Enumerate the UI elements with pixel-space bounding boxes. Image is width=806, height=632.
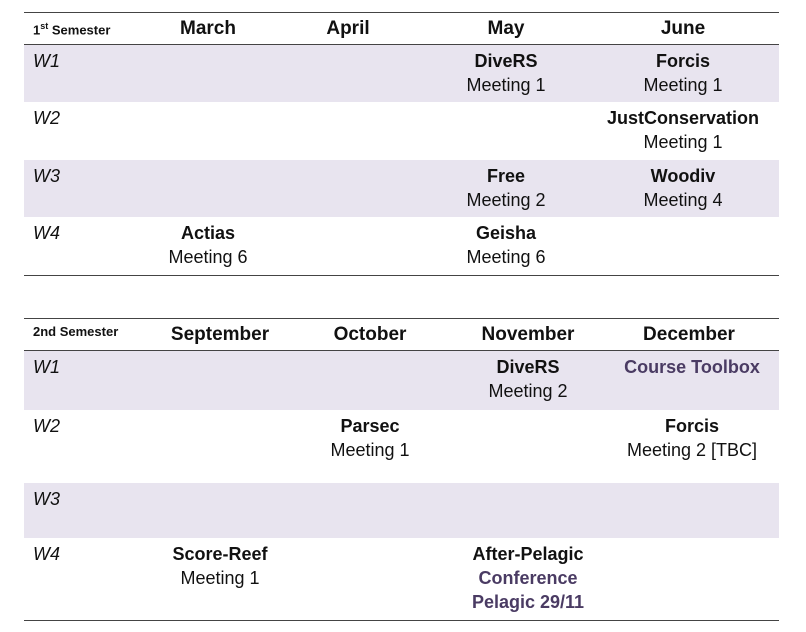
- week-label: W4: [33, 223, 60, 243]
- semester-1-header: [24, 12, 779, 45]
- month-header-november: November: [481, 324, 575, 345]
- s1-w4-may-cell: [418, 217, 594, 269]
- event-title: Actias: [180, 223, 236, 243]
- week-label: W3: [33, 489, 60, 509]
- week-label: W1: [33, 51, 60, 71]
- semester-2-table: [24, 318, 779, 621]
- event-title: Course Toolbox: [624, 357, 760, 377]
- event-title: Forcis: [664, 416, 720, 436]
- event-title: Parsec: [340, 416, 400, 436]
- s1-w3-june-cell: [594, 160, 772, 212]
- event-subtitle: Meeting 1: [643, 75, 723, 95]
- event-title: JustConservation: [606, 108, 760, 128]
- s2-w4-september-cell: [148, 538, 292, 590]
- event-subtitle: Conference: [478, 568, 578, 588]
- s1-w3-may-cell: [418, 160, 594, 212]
- month-header-march: March: [180, 18, 236, 39]
- event-title: Woodiv: [650, 166, 716, 186]
- s2-week-4-row: [24, 538, 779, 621]
- month-header-october: October: [333, 324, 407, 345]
- s1-week-1-row: [24, 45, 779, 102]
- month-header-june: June: [660, 18, 706, 39]
- s1-week-2-row: [24, 102, 779, 160]
- event-subtitle: Meeting 1: [180, 568, 260, 588]
- s2-week-3-row: [24, 483, 779, 538]
- week-label: W3: [33, 166, 60, 186]
- s1-w1-june-cell: [594, 45, 772, 97]
- event-title: Forcis: [655, 51, 711, 71]
- s2-w1-november-cell: [440, 351, 616, 403]
- event-subtitle: Meeting 6: [168, 247, 248, 267]
- s2-w4-november-cell: [440, 538, 616, 614]
- event-subtitle: Meeting 2 [TBC]: [626, 440, 758, 460]
- s1-week-3-row: [24, 160, 779, 217]
- week-label: W2: [33, 416, 60, 436]
- event-title: DiveRS: [474, 51, 538, 71]
- event-title: After-Pelagic: [472, 544, 584, 564]
- event-subtitle: Meeting 4: [643, 190, 723, 210]
- event-subtitle: Meeting 2: [466, 190, 546, 210]
- month-header-april: April: [326, 18, 370, 39]
- week-label: W2: [33, 108, 60, 128]
- s1-w4-march-cell: [138, 217, 278, 269]
- event-subtitle: Meeting 2: [488, 381, 568, 401]
- week-label: W4: [33, 544, 60, 564]
- semester-1-label: 1st Semester: [33, 21, 111, 38]
- month-header-september: September: [170, 324, 270, 345]
- s2-w1-december-cell: [604, 351, 780, 379]
- s2-week-1-row: [24, 351, 779, 410]
- event-title: Free: [486, 166, 526, 186]
- semester-2-label: 2nd Semester: [33, 324, 119, 339]
- event-subtitle-2: Pelagic 29/11: [471, 592, 585, 612]
- event-subtitle: Meeting 1: [466, 75, 546, 95]
- week-label: W1: [33, 357, 60, 377]
- s2-w2-december-cell: [604, 410, 780, 462]
- event-title: Geisha: [475, 223, 537, 243]
- month-header-may: May: [487, 18, 525, 39]
- event-title: DiveRS: [496, 357, 560, 377]
- event-subtitle: Meeting 1: [643, 132, 723, 152]
- s1-week-4-row: [24, 217, 779, 276]
- event-title: Score-Reef: [172, 544, 268, 564]
- event-subtitle: Meeting 6: [466, 247, 546, 267]
- s1-w1-may-cell: [418, 45, 594, 97]
- month-header-december: December: [643, 324, 735, 345]
- s2-w2-october-cell: [300, 410, 440, 462]
- semester-2-header: [24, 318, 779, 351]
- s1-w2-june-cell: [594, 102, 772, 154]
- event-subtitle: Meeting 1: [330, 440, 410, 460]
- semester-1-table: [24, 12, 779, 276]
- s2-week-2-row: [24, 410, 779, 483]
